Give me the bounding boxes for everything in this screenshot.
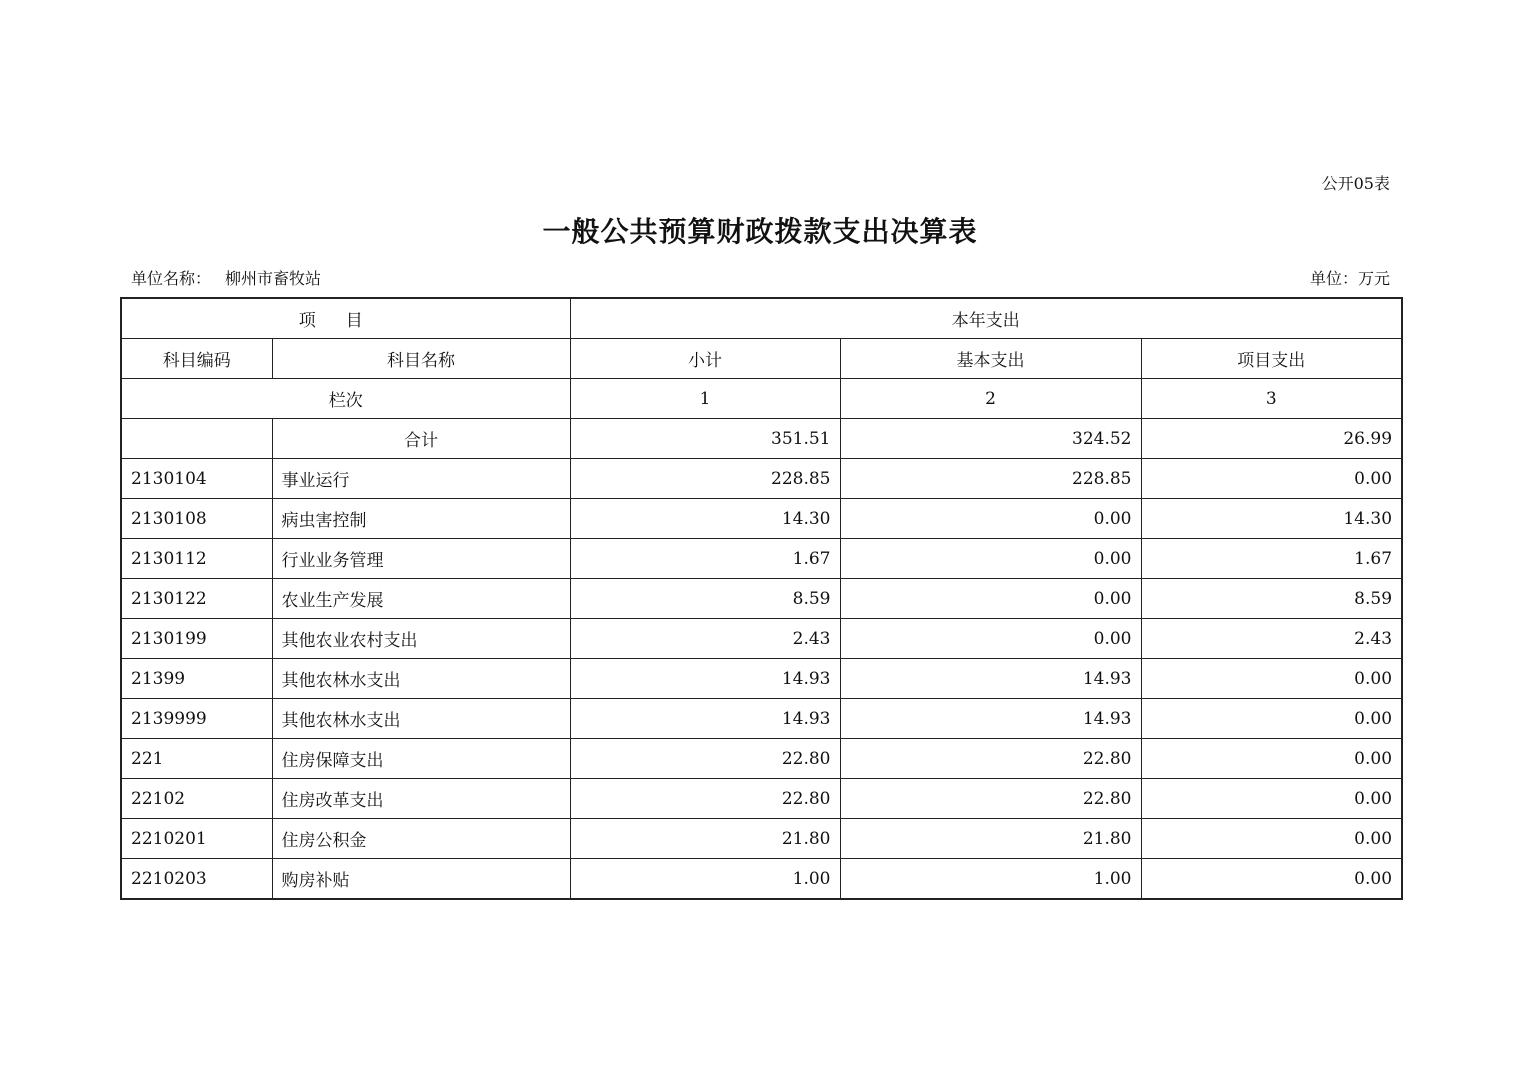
header-row-1 xyxy=(121,298,1402,339)
row-code: 2210201 xyxy=(121,819,272,859)
row-subtotal: 228.85 xyxy=(570,459,840,499)
row-project: 8.59 xyxy=(1141,579,1402,619)
row-basic: 228.85 xyxy=(840,459,1141,499)
row-name: 住房公积金 xyxy=(272,819,570,859)
table-body xyxy=(121,298,1402,899)
total-basic: 324.52 xyxy=(840,419,1141,459)
table-row xyxy=(121,459,1402,499)
table-row xyxy=(121,819,1402,859)
row-basic: 14.93 xyxy=(840,659,1141,699)
column-2: 2 xyxy=(840,379,1141,419)
row-basic: 1.00 xyxy=(840,859,1141,900)
expenditure-table xyxy=(120,297,1403,900)
header-code: 科目编码 xyxy=(121,339,272,379)
row-subtotal: 8.59 xyxy=(570,579,840,619)
row-basic: 0.00 xyxy=(840,619,1141,659)
table-row xyxy=(121,659,1402,699)
row-code: 221 xyxy=(121,739,272,779)
row-basic: 0.00 xyxy=(840,539,1141,579)
row-project: 0.00 xyxy=(1141,779,1402,819)
row-name: 其他农林水支出 xyxy=(272,659,570,699)
row-code: 2130199 xyxy=(121,619,272,659)
row-name: 其他农业农村支出 xyxy=(272,619,570,659)
row-subtotal: 21.80 xyxy=(570,819,840,859)
row-subtotal: 1.00 xyxy=(570,859,840,900)
row-project: 1.67 xyxy=(1141,539,1402,579)
unit-name: 柳州市畜牧站 xyxy=(225,269,322,288)
currency-unit: 单位：万元 xyxy=(1309,269,1390,288)
header-row-2 xyxy=(121,339,1402,379)
row-code: 2130122 xyxy=(121,579,272,619)
header-name: 科目名称 xyxy=(272,339,570,379)
header-basic: 基本支出 xyxy=(840,339,1141,379)
row-subtotal: 14.30 xyxy=(570,499,840,539)
row-name: 行业业务管理 xyxy=(272,539,570,579)
table-row xyxy=(121,619,1402,659)
table-row xyxy=(121,499,1402,539)
row-subtotal: 22.80 xyxy=(570,779,840,819)
row-project: 0.00 xyxy=(1141,859,1402,900)
row-code: 2130112 xyxy=(121,539,272,579)
row-name: 住房保障支出 xyxy=(272,739,570,779)
row-project: 0.00 xyxy=(1141,459,1402,499)
header-subtotal: 小计 xyxy=(570,339,840,379)
header-item: 项目 xyxy=(121,298,570,339)
row-subtotal: 2.43 xyxy=(570,619,840,659)
table-row xyxy=(121,539,1402,579)
page-title: 一般公共预算财政拨款支出决算表 xyxy=(542,215,978,248)
row-subtotal: 22.80 xyxy=(570,739,840,779)
row-project: 2.43 xyxy=(1141,619,1402,659)
row-project: 0.00 xyxy=(1141,739,1402,779)
row-basic: 14.93 xyxy=(840,699,1141,739)
row-basic: 0.00 xyxy=(840,579,1141,619)
row-name: 事业运行 xyxy=(272,459,570,499)
total-label: 合计 xyxy=(272,419,570,459)
column-number-row xyxy=(121,379,1402,419)
total-project: 26.99 xyxy=(1141,419,1402,459)
total-subtotal: 351.51 xyxy=(570,419,840,459)
column-3: 3 xyxy=(1141,379,1402,419)
column-1: 1 xyxy=(570,379,840,419)
table-row xyxy=(121,859,1402,900)
row-subtotal: 14.93 xyxy=(570,659,840,699)
unit-label: 单位名称： xyxy=(131,269,212,288)
table-row xyxy=(121,779,1402,819)
row-subtotal: 1.67 xyxy=(570,539,840,579)
row-project: 0.00 xyxy=(1141,819,1402,859)
total-code-cell xyxy=(121,419,272,459)
row-name: 其他农林水支出 xyxy=(272,699,570,739)
row-basic: 0.00 xyxy=(840,499,1141,539)
column-label: 栏次 xyxy=(121,379,570,419)
row-project: 0.00 xyxy=(1141,699,1402,739)
table-row xyxy=(121,739,1402,779)
row-name: 住房改革支出 xyxy=(272,779,570,819)
row-code: 2139999 xyxy=(121,699,272,739)
row-project: 0.00 xyxy=(1141,659,1402,699)
row-basic: 21.80 xyxy=(840,819,1141,859)
row-name: 农业生产发展 xyxy=(272,579,570,619)
header-year-expense: 本年支出 xyxy=(570,298,1402,339)
table-row xyxy=(121,699,1402,739)
row-basic: 22.80 xyxy=(840,739,1141,779)
header-project: 项目支出 xyxy=(1141,339,1402,379)
row-name: 购房补贴 xyxy=(272,859,570,900)
row-code: 2130108 xyxy=(121,499,272,539)
row-subtotal: 14.93 xyxy=(570,699,840,739)
row-code: 2210203 xyxy=(121,859,272,900)
unit-info xyxy=(131,266,321,289)
row-project: 14.30 xyxy=(1141,499,1402,539)
row-code: 2130104 xyxy=(121,459,272,499)
row-name: 病虫害控制 xyxy=(272,499,570,539)
row-code: 21399 xyxy=(121,659,272,699)
form-number: 公开05表 xyxy=(1321,174,1390,193)
table-row xyxy=(121,579,1402,619)
row-code: 22102 xyxy=(121,779,272,819)
total-row xyxy=(121,419,1402,459)
row-basic: 22.80 xyxy=(840,779,1141,819)
